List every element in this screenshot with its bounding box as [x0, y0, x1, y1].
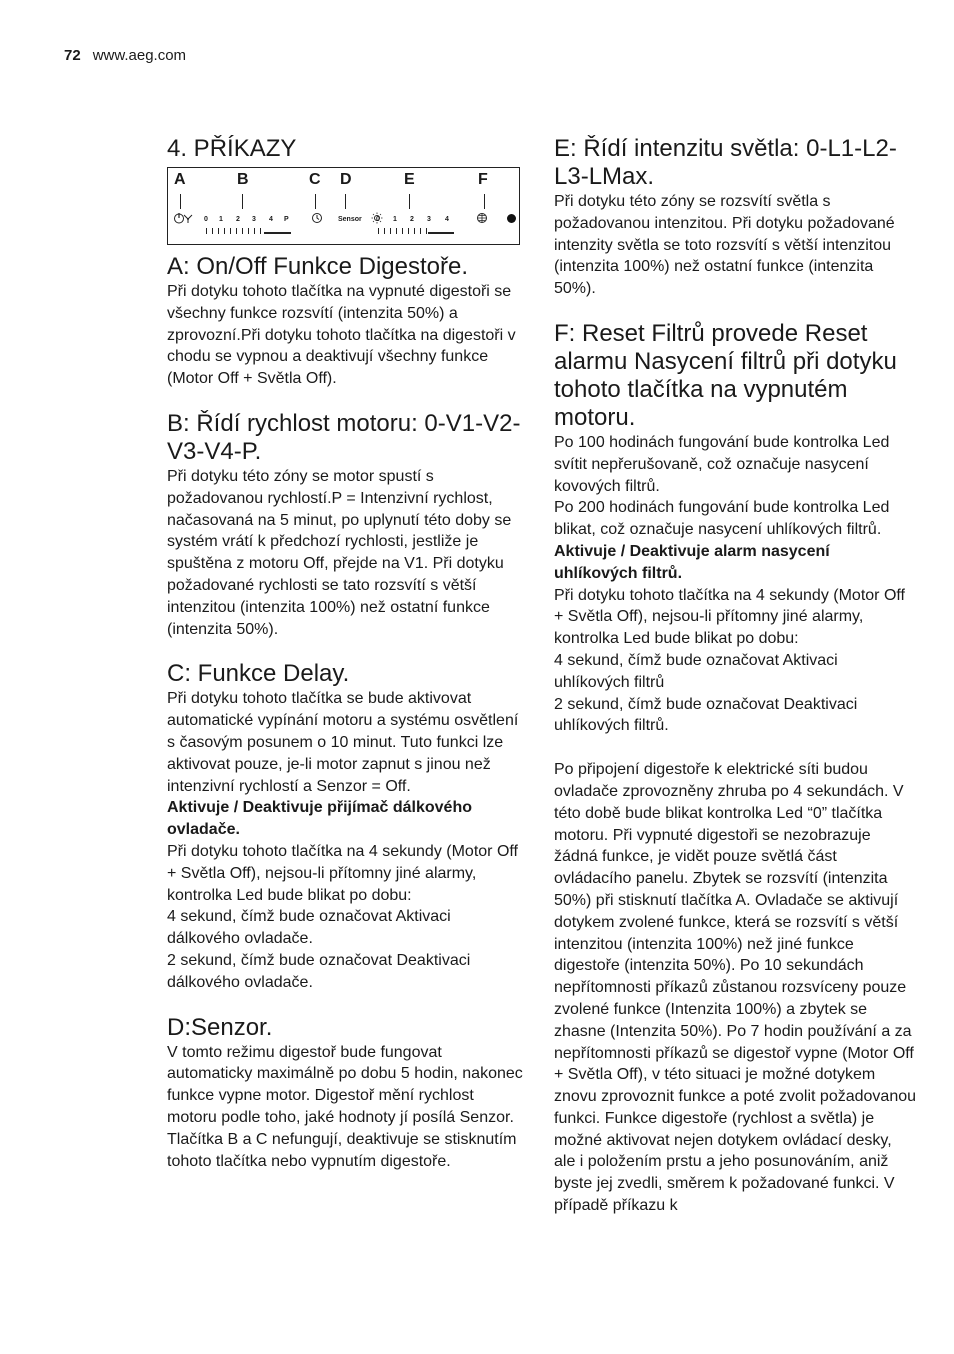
panel-tick	[409, 194, 410, 209]
speed-2: 2	[236, 216, 241, 223]
panel-tick	[345, 194, 346, 209]
section-title: 4. PŘÍKAZY	[167, 135, 297, 162]
paragraph-b: Při dotyku této zóny se motor spustí s požadovanou rychlostí.P = Intenzivní rychlost, načasovaná na 5 minut, po uplynutí této doby se systém vrátí k předchozí rychlosti, jestliže je spuštěna z motoru Off, přejde na V1. Při dotyku požadované rychlosti se tato rozsvítí s větší intenzitou (intenzita 100%) než ostatní funkce (intenzita 50%).	[167, 467, 512, 638]
page-number: 72	[64, 47, 81, 64]
paragraph-e: Při dotyku této zóny se rozsvítí světla s požadovanou intenzitou. Při dotyku požadované intenzity světla se toto rozsvítí s větší intenzitou (intenzita 100%) než ostatní funkce (intenzita 50%).	[554, 193, 895, 298]
filter-grid-icon	[476, 212, 488, 227]
right-column	[554, 133, 916, 1217]
speed-0: 0	[204, 216, 209, 223]
speed-slider	[206, 228, 291, 232]
fan-icon	[182, 212, 194, 227]
paragraph-c: Při dotyku tohoto tlačítka se bude aktivovat automatické vypínání motoru a systému osvětlení s časovým posunem o 10 minut. Tuto funkci lze aktivovat pouze, je-li motor zapnut s jinou než intenzivní rychlostí a Senzor = Off.	[167, 690, 519, 795]
paragraph-c-3: 4 sekund, čímž bude označovat Aktivaci dálkového ovladače.	[167, 908, 451, 948]
speed-1: 1	[219, 216, 224, 223]
led-indicator-dot	[507, 214, 516, 223]
site-url: www.aeg.com	[92, 47, 187, 64]
paragraph-f-2: Po 200 hodinách fungování bude kontrolka Led blikat, což označuje nasycení uhlíkových filtrů.	[554, 499, 890, 539]
sensor-label: Sensor	[338, 216, 362, 223]
paragraph-d: V tomto režimu digestoř bude fungovat automaticky maximálně po dobu 5 hodin, nakonec funkce vypne motor. Digestoř mění rychlost motoru podle toho, jaké hodnoty jí posílá Senzor. Tlačítka B a C nefungují, deaktivuje se stisknutím tohoto tlačítka nebo vypnutím digestoře.	[167, 1043, 523, 1170]
light-0: 0	[376, 216, 381, 223]
panel-tick	[484, 194, 485, 209]
panel-tick	[242, 194, 243, 209]
heading-d: D:Senzor.	[167, 1013, 273, 1041]
paragraph-connection: Po připojení digestoře k elektrické síti budou ovladače zprovozněny zhruba po 4 sekundách. V této době bude blikat kontrolka Led “0” tlačítka motoru. Při vypnuté digestoři se nezobrazuje žádná funkce, je vidět pouze světlá část ovládacího panelu. Zbytek se rozsvítí (intenzita 50%) při stisknutí tlačítka A. Ovladače se aktivují dotykem zvolené funkce, která se rozsvítí s větší intenzitou (intenzita 100%) než jiné funkce digestoře (intenzita 50%). Po 10 sekundách nepřítomnosti příkazů zůstanou rozsvíceny pouze zvolené funkce (Intenzita 100%) a zbytek se zhasne (Intenzita 50%). Po 7 hodin používání a za nepřítomnosti příkazů se digestoř vypne (Motor Off + Světla Off), v této situaci je možné dotykem znovu zprovoznit funkce a poté zvolit požadovanou funkci. Funkce digestoře (rychlost a světla) je možné aktivovat nejen dotykem ovládací desky, ale i položením prstu a jeho posunováním, aniž byste jej zvedli, směrem k požadované funkci. V případě příkazu k	[554, 761, 917, 1215]
delay-clock-icon	[311, 212, 323, 227]
paragraph-c-bold: Aktivuje / Deaktivuje přijímač dálkového ovladače.	[167, 799, 472, 839]
paragraph-f-3: Při dotyku tohoto tlačítka na 4 sekundy (Motor Off + Světla Off), nejsou-li přítomny jiné alarmy, kontrolka Led bude blikat po dobu:	[554, 586, 905, 648]
heading-e: E: Řídí intenzitu světla: 0-L1-L2-L3-LMax.	[554, 135, 897, 190]
panel-label-d: D	[340, 171, 352, 188]
speed-3: 3	[252, 216, 257, 223]
paragraph-f-4: 4 sekund, čímž bude označovat Aktivaci uhlíkových filtrů	[554, 651, 838, 691]
light-1: 1	[393, 216, 398, 223]
paragraph-f-1: Po 100 hodinách fungování bude kontrolka Led svítit nepřerušovaně, což označuje nasycení kovových filtrů.	[554, 433, 890, 495]
panel-label-f: F	[478, 171, 488, 188]
paragraph-c-4: 2 sekund, čímž bude označovat Deaktivaci dálkového ovladače.	[167, 951, 471, 991]
speed-4: 4	[269, 216, 274, 223]
light-3: 3	[427, 216, 432, 223]
paragraph-f-bold: Aktivuje / Deaktivuje alarm nasycení uhlíkových filtrů.	[554, 542, 830, 582]
page-header	[64, 47, 186, 64]
heading-a: A: On/Off Funkce Digestoře.	[167, 253, 469, 280]
paragraph-c-2: Při dotyku tohoto tlačítka na 4 sekundy (Motor Off + Světla Off), nejsou-li přítomny jiné alarmy, kontrolka Led bude blikat po dobu:	[167, 842, 518, 904]
heading-c: C: Funkce Delay.	[167, 660, 350, 688]
paragraph-a: Při dotyku tohoto tlačítka na vypnuté digestoři se všechny funkce rozsvítí (intenzita 50%) a zprovozní.Při dotyku tohoto tlačítka na digestoři v chodu se vypnou a deaktivují všechny funkce (Motor Off + Světla Off).	[167, 283, 516, 388]
light-2: 2	[410, 216, 415, 223]
heading-b: B: Řídí rychlost motoru: 0-V1-V2-V3-V4-P.	[167, 409, 521, 465]
light-4: 4	[445, 216, 450, 223]
control-panel-diagram	[167, 167, 520, 245]
light-slider	[378, 228, 454, 232]
left-column	[167, 133, 527, 1172]
paragraph-f-5: 2 sekund, čímž bude označovat Deaktivaci uhlíkových filtrů.	[554, 695, 858, 735]
speed-p: P	[284, 216, 290, 223]
panel-label-c: C	[309, 171, 321, 188]
heading-f: F: Reset Filtrů provede Reset alarmu Nasycení filtrů při dotyku tohoto tlačítka na vypnutém motoru.	[554, 319, 897, 431]
panel-label-e: E	[404, 171, 415, 188]
panel-label-b: B	[237, 171, 249, 188]
panel-tick	[180, 194, 181, 209]
panel-label-a: A	[174, 171, 186, 188]
panel-tick	[315, 194, 316, 209]
